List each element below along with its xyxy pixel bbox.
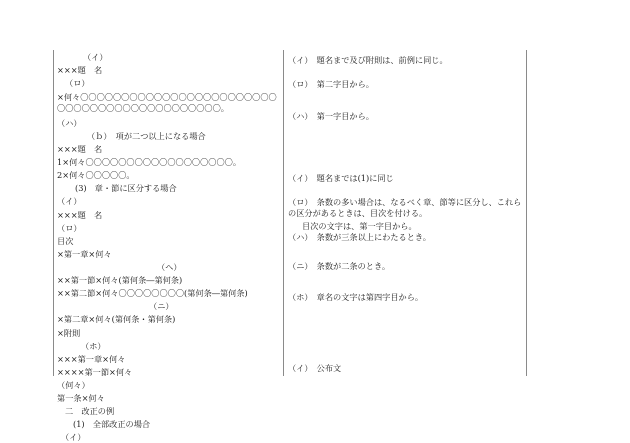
left-line-28: (1) 全部改正の場合	[73, 419, 151, 429]
left-line-11: （イ）	[57, 196, 82, 206]
right-line-8: （ニ） 条数が二条のとき。	[288, 261, 391, 271]
left-line-14: 目次	[57, 236, 74, 246]
left-line-20: ×第二章×何々(第何条・第何条)	[57, 314, 176, 324]
left-line-8: 1×何々〇〇〇〇〇〇〇〇〇〇〇〇〇〇〇〇〇〇。	[57, 157, 242, 167]
right-border-line	[526, 50, 527, 376]
left-line-6: （ｂ） 項が二つ以上になる場合	[87, 131, 206, 141]
left-line-13: （ロ）	[57, 223, 82, 233]
left-line-16: （ヘ）	[157, 262, 182, 272]
left-line-10: (3) 章・節に区分する場合	[75, 183, 177, 193]
left-line-17: ××第一節×何々(第何条―第何条)	[57, 275, 183, 285]
right-line-7: （ハ） 条数が三条以上にわたるとき。	[288, 232, 431, 242]
left-border-line	[53, 50, 54, 376]
left-line-5: （ハ）	[57, 118, 82, 128]
right-line-5: （ロ） 条数の多い場合は、なるべく章、節等に区分し、これらの区分があるときは、目次を付ける。	[288, 197, 522, 218]
left-line-3: （ロ）	[65, 78, 90, 88]
left-line-24: ××××第一節×何々	[57, 367, 133, 377]
left-line-4: ×何々〇〇〇〇〇〇〇〇〇〇〇〇〇〇〇〇〇〇〇〇〇〇〇〇〇〇〇〇〇〇〇〇〇〇〇〇〇〇〇〇〇〇〇〇。	[57, 92, 277, 113]
right-line-1: （イ） 題名まで及び附則は、前例に同じ。	[288, 55, 448, 65]
center-divider-line	[283, 50, 284, 376]
right-line-9: （ホ） 章名の文字は第四字目から。	[288, 292, 424, 302]
left-line-7: ×××題 名	[57, 144, 103, 154]
right-line-4: （イ） 題名までは(1)に同じ	[288, 173, 394, 183]
left-line-19: （ニ）	[149, 301, 174, 311]
left-line-2: ×××題 名	[57, 65, 103, 75]
right-line-2: （ロ） 第二字目から。	[288, 79, 374, 89]
left-line-1: （イ）	[83, 52, 108, 62]
right-line-6: 目次の文字は、第一字目から。	[302, 221, 417, 231]
left-line-18: ××第二節×何々〇〇〇〇〇〇〇〇(第何条―第何条)	[57, 288, 248, 298]
left-line-15: ×第一章×何々	[57, 249, 112, 259]
left-line-29: （イ）	[61, 432, 86, 442]
left-line-22: （ホ）	[81, 341, 106, 351]
left-line-25: （何々）	[57, 380, 90, 390]
left-line-12: ×××題 名	[57, 210, 103, 220]
right-line-10: （イ） 公布文	[288, 363, 342, 373]
left-line-26: 第一条×何々	[57, 393, 105, 403]
left-line-21: ×附則	[57, 328, 81, 338]
left-line-9: 2×何々〇〇〇〇〇。	[57, 170, 135, 180]
left-line-27: 二 改正の例	[65, 406, 115, 416]
left-line-23: ×××第一章×何々	[57, 354, 126, 364]
right-line-3: （ハ） 第一字目から。	[288, 111, 374, 121]
